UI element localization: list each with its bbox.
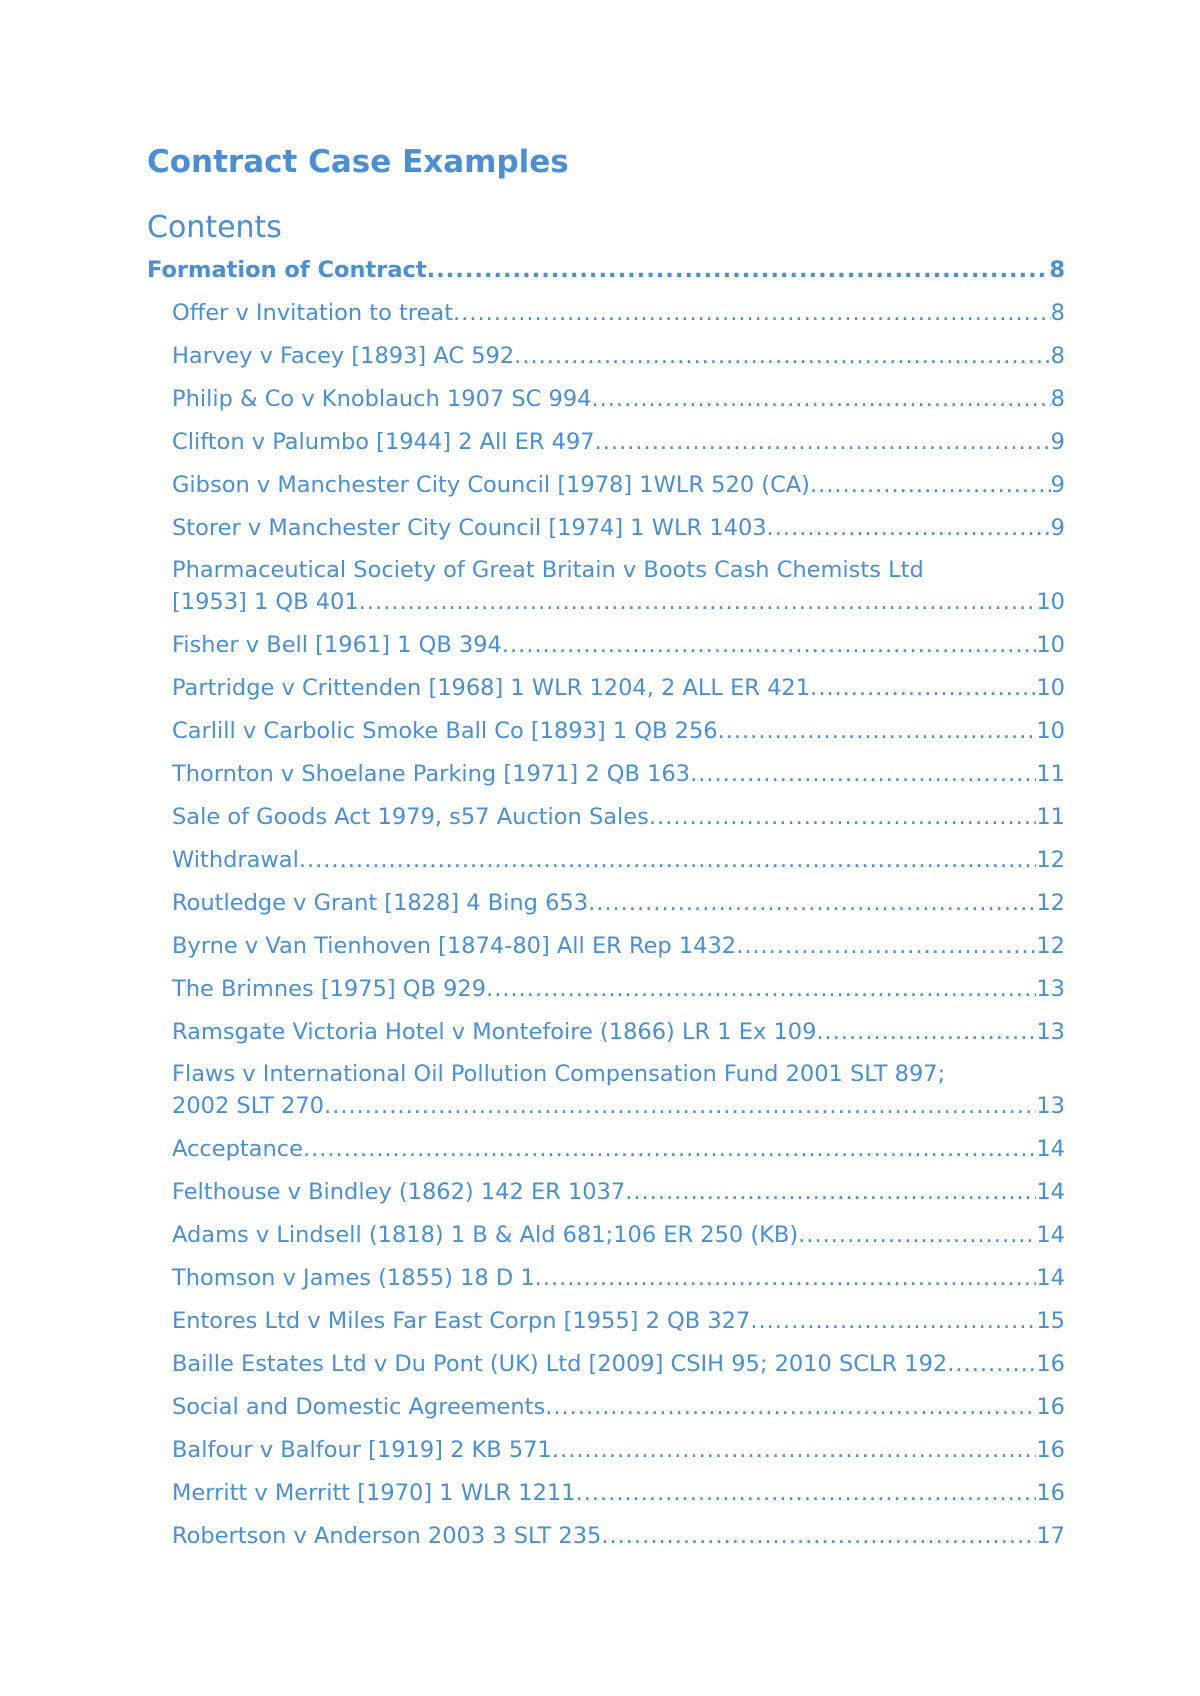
toc-page-number: 11 (1036, 761, 1065, 787)
toc-entry-text: Partridge v Crittenden [1968] 1 WLR 1204, 2 ALL ER 421 (172, 675, 811, 701)
toc-entry-robertson-v-anderson[interactable] (147, 1509, 1065, 1552)
toc-page-number: 10 (1036, 632, 1065, 658)
toc-leader-dots (595, 426, 1051, 458)
toc-leader-dots (299, 844, 1037, 876)
toc-entry-text: Entores Ltd v Miles Far East Corpn [1955] 2 QB 327 (172, 1308, 751, 1334)
toc-entry-text: Social and Domestic Agreements (172, 1394, 546, 1420)
toc-entry-withdrawal[interactable] (147, 833, 1065, 876)
toc-leader-dots (750, 1305, 1036, 1337)
toc-entry-text: Baille Estates Ltd v Du Pont (UK) Ltd [2009] CSIH 95; 2010 SCLR 192 (172, 1351, 948, 1377)
toc-leader-dots (649, 801, 1037, 833)
toc-leader-dots (535, 1262, 1037, 1294)
toc-leader-dots (591, 383, 1050, 415)
toc-leader-dots (545, 1391, 1036, 1423)
document-title: Contract Case Examples (147, 144, 569, 180)
toc-leader-dots (767, 512, 1051, 544)
toc-entry-text: Clifton v Palumbo [1944] 2 All ER 497 (172, 429, 595, 455)
toc-entry-felthouse-v-bindley[interactable] (147, 1165, 1065, 1208)
toc-entry-last-line (172, 1090, 1065, 1122)
toc-entry-the-brimnes[interactable] (147, 962, 1065, 1005)
toc-leader-dots (514, 340, 1051, 372)
toc-entry-last-line (172, 586, 1065, 618)
toc-entry-sale-of-goods-act[interactable] (147, 790, 1065, 833)
toc-page-number: 16 (1036, 1480, 1065, 1506)
toc-page-number: 14 (1036, 1136, 1065, 1162)
toc-heading: Contents (147, 210, 282, 245)
toc-page-number: 14 (1036, 1179, 1065, 1205)
toc-entry-partridge-v-crittenden[interactable] (147, 661, 1065, 704)
toc-entry-routledge-v-grant[interactable] (147, 876, 1065, 919)
toc-entry-baille-estates-v-du-pont[interactable] (147, 1337, 1065, 1380)
toc-entry-balfour-v-balfour[interactable] (147, 1423, 1065, 1466)
toc-entry-text: Robertson v Anderson 2003 3 SLT 235 (172, 1523, 602, 1549)
toc-page-number: 17 (1036, 1523, 1065, 1549)
toc-entry-text: Philip & Co v Knoblauch 1907 SC 994 (172, 386, 592, 412)
toc-entry-text-line2: [1953] 1 QB 401 (172, 589, 359, 615)
toc-entry-text-line1: Pharmaceutical Society of Great Britain v Boots Cash Chemists Ltd (172, 557, 924, 583)
toc-entry-acceptance[interactable] (147, 1122, 1065, 1165)
toc-entry-text: Ramsgate Victoria Hotel v Montefoire (1866) LR 1 Ex 109 (172, 1019, 817, 1045)
toc-entry-wrapped-text (172, 1058, 1065, 1122)
toc-entry-text: Routledge v Grant [1828] 4 Bing 653 (172, 890, 589, 916)
toc-leader-dots (625, 1176, 1036, 1208)
toc-entry-text: Acceptance (172, 1136, 303, 1162)
toc-page-number: 8 (1050, 343, 1065, 369)
table-of-contents (147, 248, 1065, 1552)
toc-entry-gibson-v-manchester[interactable] (147, 458, 1065, 501)
toc-page-number: 14 (1036, 1222, 1065, 1248)
toc-page-number: 12 (1036, 890, 1065, 916)
toc-page-number: 8 (1049, 257, 1065, 283)
toc-leader-dots (324, 1090, 1036, 1122)
toc-entry-text: Adams v Lindsell (1818) 1 B & Ald 681;106 ER 250 (KB) (172, 1222, 799, 1248)
toc-entry-text: Byrne v Van Tienhoven [1874-80] All ER Rep 1432 (172, 933, 737, 959)
toc-leader-dots (303, 1133, 1036, 1165)
toc-page-number: 9 (1050, 429, 1065, 455)
toc-entry-ramsgate-v-montefoire[interactable] (147, 1005, 1065, 1048)
toc-leader-dots (690, 758, 1036, 790)
toc-entry-text: Storer v Manchester City Council [1974] 1 WLR 1403 (172, 515, 767, 541)
toc-entry-text: Balfour v Balfour [1919] 2 KB 571 (172, 1437, 552, 1463)
toc-entry-clifton-v-palumbo[interactable] (147, 415, 1065, 458)
toc-leader-dots (453, 297, 1051, 329)
toc-page-number: 16 (1036, 1437, 1065, 1463)
toc-entry-text: Formation of Contract (147, 257, 427, 283)
toc-entry-pharmaceutical-society-v-boots[interactable] (147, 544, 1065, 618)
toc-entry-text: Gibson v Manchester City Council [1978] 1WLR 520 (CA) (172, 472, 810, 498)
toc-leader-dots (816, 1016, 1036, 1048)
toc-entry-text: Thomson v James (1855) 18 D 1 (172, 1265, 535, 1291)
toc-page-number: 10 (1036, 675, 1065, 701)
toc-entry-carlill-v-carbolic[interactable] (147, 704, 1065, 747)
toc-entry-storer-v-manchester[interactable] (147, 501, 1065, 544)
toc-page-number: 15 (1036, 1308, 1065, 1334)
toc-leader-dots (502, 629, 1036, 661)
toc-page-number: 16 (1036, 1351, 1065, 1377)
toc-entry-flaws-v-international-oil[interactable] (147, 1048, 1065, 1122)
toc-page-number: 10 (1036, 718, 1065, 744)
toc-page-number: 9 (1050, 472, 1065, 498)
toc-entry-text-line1: Flaws v International Oil Pollution Compensation Fund 2001 SLT 897; (172, 1061, 946, 1087)
toc-page-number: 10 (1036, 589, 1065, 615)
toc-page-number: 9 (1050, 515, 1065, 541)
toc-entry-text: The Brimnes [1975] QB 929 (172, 976, 487, 1002)
toc-entry-fisher-v-bell[interactable] (147, 618, 1065, 661)
toc-entry-text: Withdrawal (172, 847, 299, 873)
toc-entry-text: Fisher v Bell [1961] 1 QB 394 (172, 632, 502, 658)
toc-page-number: 12 (1036, 933, 1065, 959)
toc-page-number: 13 (1036, 1093, 1065, 1119)
toc-leader-dots (359, 586, 1037, 618)
toc-leader-dots (810, 469, 1051, 501)
toc-entry-thornton-v-shoelane[interactable] (147, 747, 1065, 790)
toc-leader-dots (810, 672, 1036, 704)
toc-entry-text: Sale of Goods Act 1979, s57 Auction Sales (172, 804, 649, 830)
toc-leader-dots (798, 1219, 1036, 1251)
toc-entry-formation-of-contract[interactable] (147, 248, 1065, 286)
toc-entry-harvey-v-facey[interactable] (147, 329, 1065, 372)
toc-page-number: 12 (1036, 847, 1065, 873)
toc-entry-philip-v-knoblauch[interactable] (147, 372, 1065, 415)
toc-entry-adams-v-lindsell[interactable] (147, 1208, 1065, 1251)
toc-leader-dots (947, 1348, 1036, 1380)
toc-page-number: 8 (1050, 300, 1065, 326)
toc-entry-text: Harvey v Facey [1893] AC 592 (172, 343, 515, 369)
toc-page-number: 8 (1050, 386, 1065, 412)
toc-leader-dots (718, 715, 1037, 747)
toc-entry-offer-v-invitation-to-treat[interactable] (147, 286, 1065, 329)
toc-leader-dots (576, 1477, 1037, 1509)
toc-entry-wrapped-text (172, 554, 1065, 618)
document-page (147, 140, 1065, 1552)
toc-entry-entores-v-miles[interactable] (147, 1294, 1065, 1337)
toc-entry-text: Carlill v Carbolic Smoke Ball Co [1893] 1 QB 256 (172, 718, 718, 744)
toc-leader-dots (552, 1434, 1037, 1466)
toc-entry-text-line2: 2002 SLT 270 (172, 1093, 324, 1119)
toc-entry-text: Offer v Invitation to treat (172, 300, 454, 326)
toc-leader-dots (601, 1520, 1036, 1552)
toc-entry-merritt-v-merritt[interactable] (147, 1466, 1065, 1509)
toc-page-number: 13 (1036, 1019, 1065, 1045)
toc-page-number: 11 (1036, 804, 1065, 830)
toc-entry-text: Thornton v Shoelane Parking [1971] 2 QB 163 (172, 761, 691, 787)
toc-leader-dots (588, 887, 1036, 919)
toc-page-number: 16 (1036, 1394, 1065, 1420)
toc-leader-dots (486, 973, 1036, 1005)
toc-entry-byrne-v-van-tienhoven[interactable] (147, 919, 1065, 962)
toc-page-number: 13 (1036, 976, 1065, 1002)
toc-entry-text: Felthouse v Bindley (1862) 142 ER 1037 (172, 1179, 626, 1205)
toc-page-number: 14 (1036, 1265, 1065, 1291)
toc-leader-dots (427, 254, 1050, 286)
toc-entry-text: Merritt v Merritt [1970] 1 WLR 1211 (172, 1480, 576, 1506)
toc-entry-thomson-v-james[interactable] (147, 1251, 1065, 1294)
toc-leader-dots (736, 930, 1036, 962)
toc-entry-social-and-domestic-agreements[interactable] (147, 1380, 1065, 1423)
